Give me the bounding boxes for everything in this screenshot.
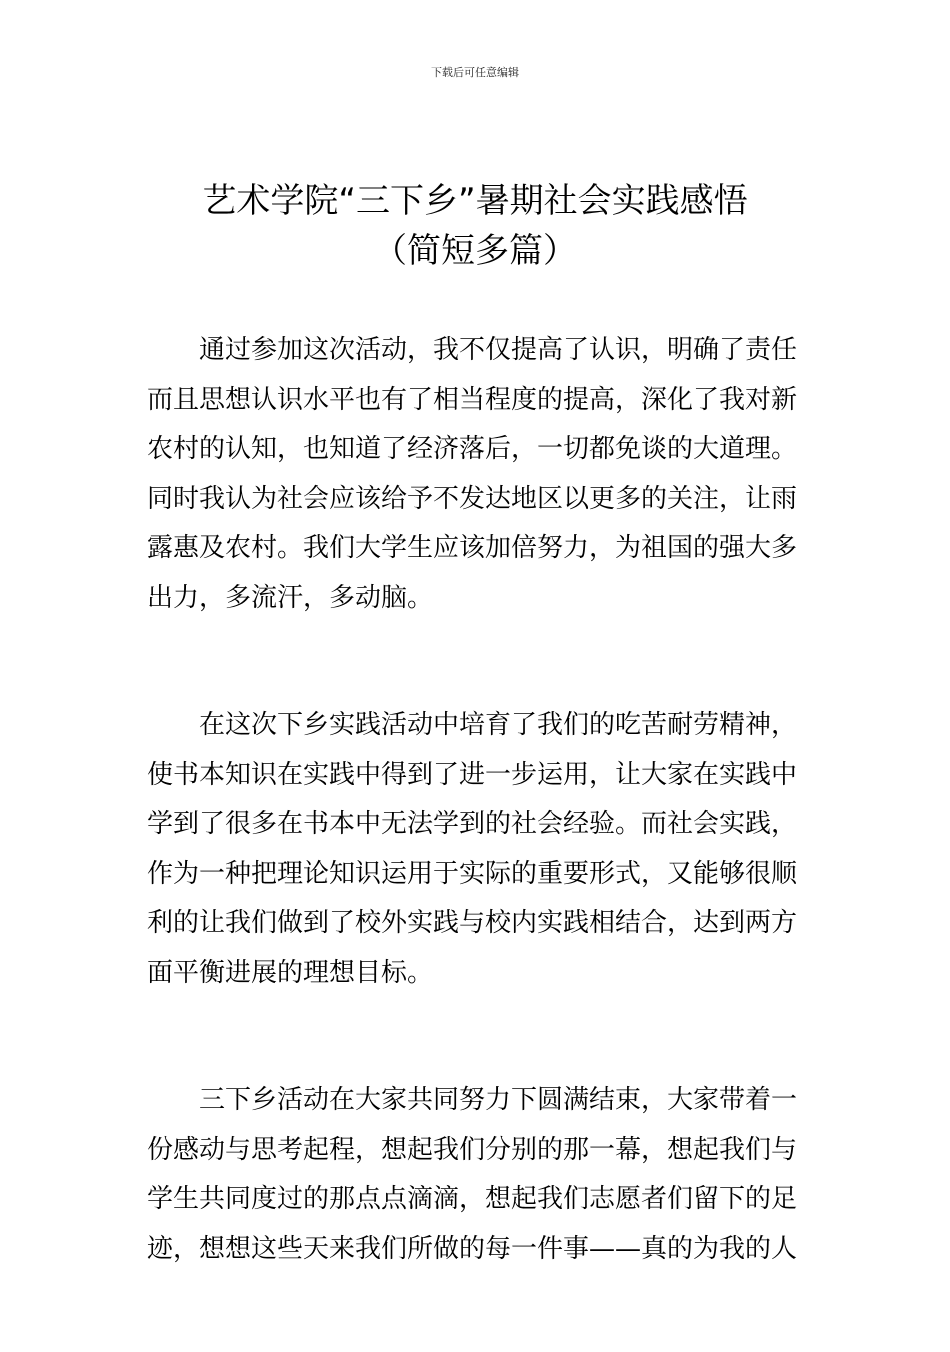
- paragraph-line: 份感动与思考起程，想起我们分别的那一幕，想起我们与: [147, 1134, 798, 1165]
- paragraph-line: 在这次下乡实践活动中培育了我们的吃苦耐劳精神，: [199, 710, 798, 740]
- paragraph-line: 迹，想想这些天来我们所做的每一件事——真的为我的人: [147, 1233, 798, 1264]
- paragraph-line: 而且思想认识水平也有了相当程度的提高，深化了我对新: [147, 384, 798, 415]
- document-body: [147, 326, 807, 1352]
- paragraph-line: 面平衡进展的理想目标。: [147, 957, 434, 988]
- paragraph-line: 同时我认为社会应该给予不发达地区以更多的关注，让雨: [147, 483, 798, 514]
- document-title: [0, 176, 950, 276]
- header-note: 下载后可任意编辑: [431, 66, 519, 79]
- paragraph-2: [147, 701, 807, 998]
- paragraph-1: [147, 326, 807, 623]
- paragraph-line: 通过参加这次活动，我不仅提高了认识，明确了责任: [199, 335, 798, 365]
- paragraph-line: 露惠及农村。我们大学生应该加倍努力，为祖国的强大多: [147, 533, 798, 563]
- paragraph-line: 利的让我们做到了校外实践与校内实践相结合，达到两方: [147, 908, 798, 938]
- paragraph-line: 三下乡活动在大家共同努力下圆满结束，大家带着一: [199, 1085, 798, 1115]
- paragraph-line: 出力，多流汗，多动脑。: [147, 582, 434, 613]
- title-line-1: 艺术学院“三下乡”暑期社会实践感悟: [202, 181, 748, 221]
- paragraph-3: [147, 1076, 807, 1274]
- paragraph-line: 使书本知识在实践中得到了进一步运用，让大家在实践中: [147, 759, 798, 790]
- title-line-2: （简短多篇）: [373, 231, 577, 271]
- paragraph-line: 农村的认知，也知道了经济落后，一切都免谈的大道理。: [147, 434, 798, 464]
- paragraph-line: 学到了很多在书本中无法学到的社会经验。而社会实践，: [147, 809, 798, 839]
- paragraph-line: 学生共同度过的那点点滴滴，想起我们志愿者们留下的足: [147, 1184, 798, 1214]
- paragraph-line: 作为一种把理论知识运用于实际的重要形式，又能够很顺: [147, 858, 798, 889]
